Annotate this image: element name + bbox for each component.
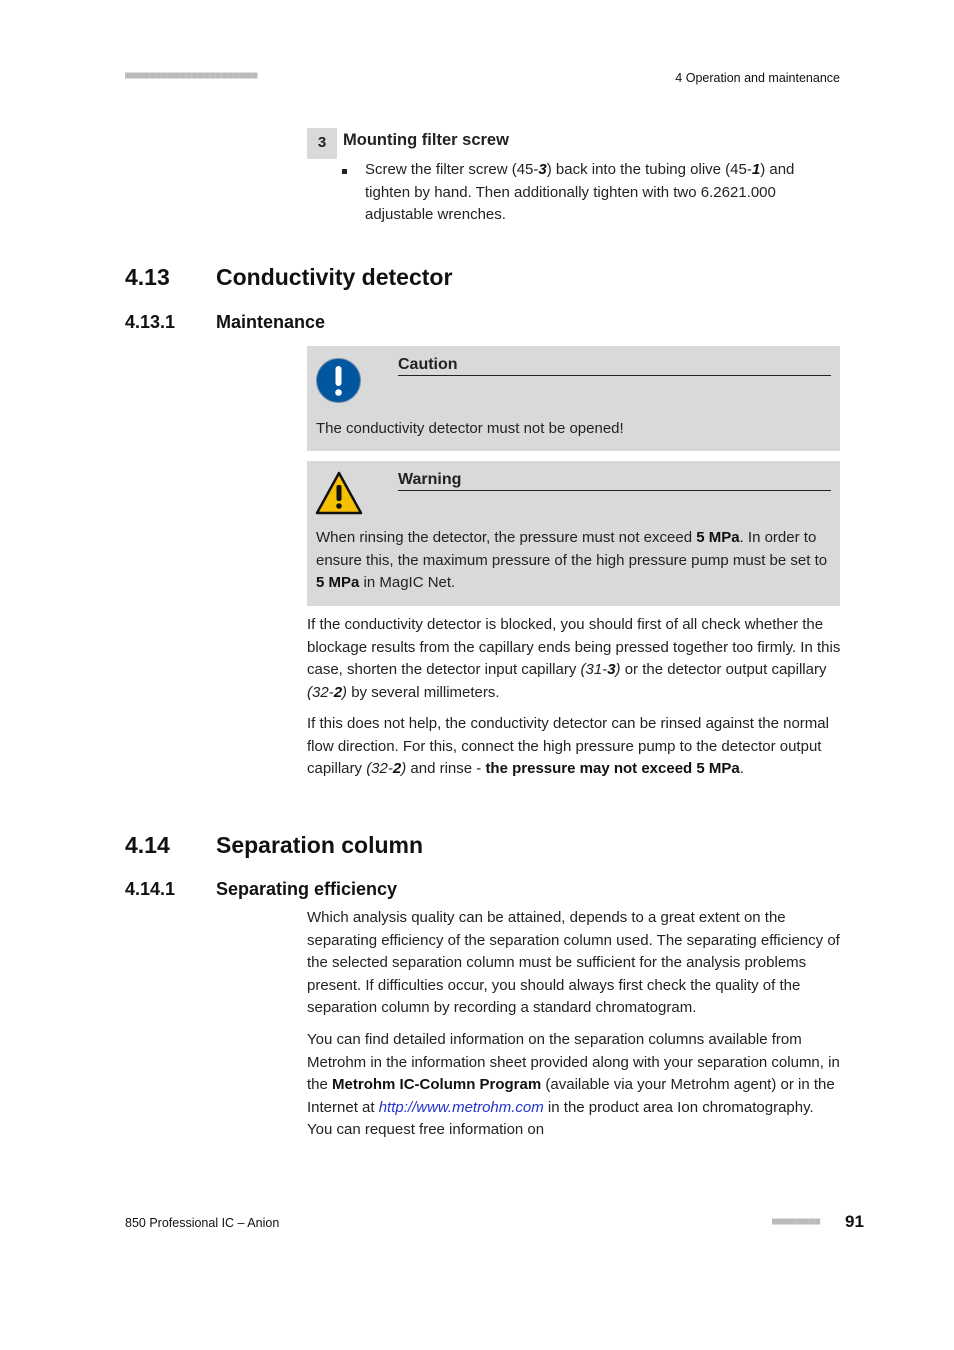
paragraph-blockage: If the conductivity detector is blocked, you should first of all check whether the blockage results from the capillary ends being pressed together too firmly. In this case, shorten the detector input capillary (31-3) or the detector output capillary (32-2) by several millimeters. xyxy=(307,616,841,701)
footer-product: 850 Professional IC – Anion xyxy=(125,1216,280,1230)
step-title: Mounting filter screw xyxy=(343,131,509,149)
step-instruction: Screw the filter screw (45-3) back into the tubing olive (45-1) and tighten by hand. Then additionally tighten with two 6.2621.000 adjustable wrenches. xyxy=(365,161,795,223)
caution-box xyxy=(307,346,840,451)
paragraph-column-info: You can find detailed information on the separation columns available from Metrohm in the information sheet provided along with your separation column, in the Metrohm IC-Column Program (available via your Metrohm agent) or in the Internet at http://www.metrohm.com in the product area Ion chromatography. You can request free information on xyxy=(307,1031,840,1138)
paragraph-rinse: If this does not help, the conductivity detector can be rinsed against the normal flow direction. For this, connect the high pressure pump to the detector output capillary (32-2) and rinse - the pressure may not exceed 5 MPa. xyxy=(307,715,829,777)
section-title-4-13: Conductivity detector xyxy=(216,264,453,290)
caution-exclamation-icon xyxy=(315,357,362,404)
subsection-title-4-14-1: Separating efficiency xyxy=(216,879,398,899)
warning-box xyxy=(307,461,840,606)
header-dots: ■■■■■■■■■■■■■■■■■■■■■■ xyxy=(125,70,258,81)
subsection-number-4-13-1: 4.13.1 xyxy=(125,312,176,332)
subsection-title-4-13-1: Maintenance xyxy=(216,312,326,332)
metrohm-link[interactable]: http://www.metrohm.com xyxy=(378,1098,544,1116)
warning-triangle-icon xyxy=(315,471,363,515)
warning-text: When rinsing the detector, the pressure must not exceed 5 MPa. In order to ensure this, the maximum pressure of the high pressure pump must be set to 5 MPa in MagIC Net. xyxy=(316,529,828,591)
subsection-number-4-14-1: 4.14.1 xyxy=(125,879,176,899)
section-title-4-14: Separation column xyxy=(216,832,424,858)
header-chapter: 4 Operation and maintenance xyxy=(675,71,840,85)
section-number-4-13: 4.13 xyxy=(125,264,170,290)
paragraph-efficiency: Which analysis quality can be attained, depends to a great extent on the separating efficiency of the separation column used. The separating efficiency of the selected separation column must be sufficient for the analysis problems present. If difficulties occur, you should always first check the quality of the separation column by recording a standard chromatogram. xyxy=(307,909,840,1016)
bullet-icon xyxy=(342,165,350,173)
caution-text: The conductivity detector must not be opened! xyxy=(316,420,624,437)
footer-dots: ■■■■■■■■ xyxy=(772,1216,821,1227)
section-number-4-14: 4.14 xyxy=(125,832,170,858)
warning-title: Warning xyxy=(398,471,831,491)
page-number: 91 xyxy=(845,1212,864,1231)
step-number: 3 xyxy=(307,128,337,159)
caution-title: Caution xyxy=(398,356,831,376)
